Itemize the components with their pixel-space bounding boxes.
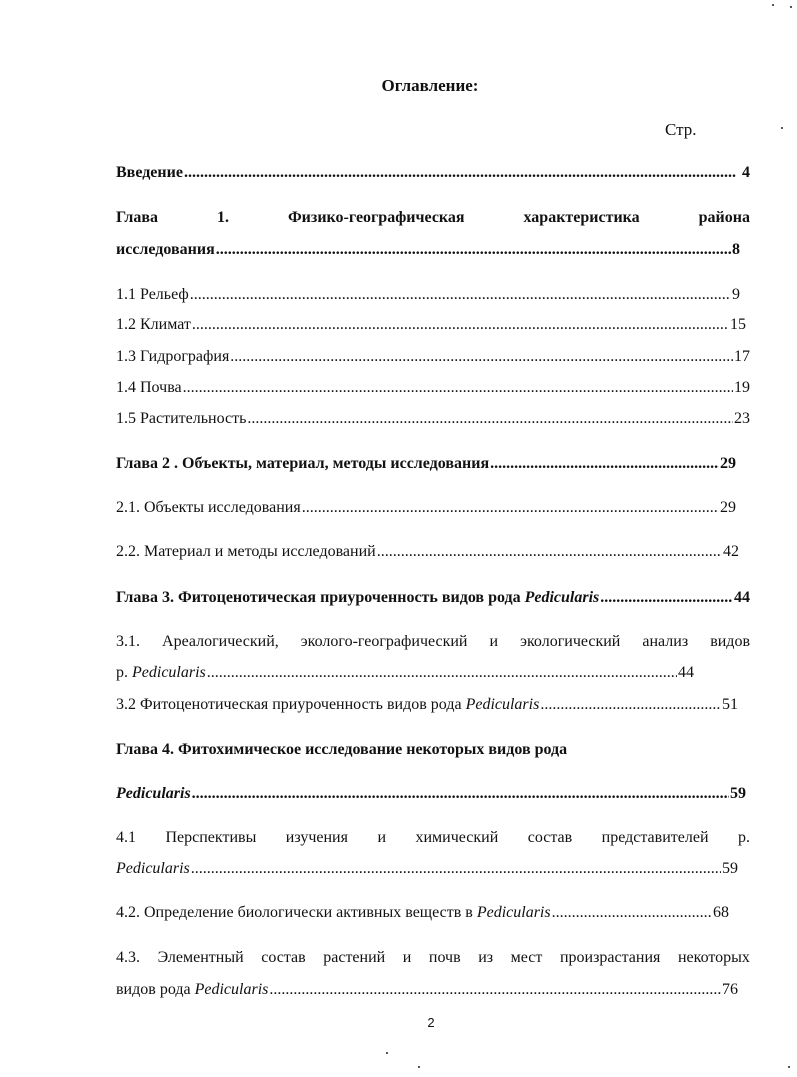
genus-name: Pedicularis: [524, 589, 600, 606]
toc-entry-ch2[interactable]: [116, 454, 736, 474]
toc-label: 2.1. Объекты исследования: [116, 499, 301, 516]
toc-label: 2.2. Материал и методы исследований: [116, 543, 376, 560]
leader-dots: [190, 285, 731, 305]
word: района: [698, 209, 750, 226]
toc-label: Глава 4. Фитохимическое исследование некоторых видов рода: [116, 741, 568, 758]
scan-speck: [781, 127, 783, 129]
toc-entry-ch4-line1[interactable]: [116, 740, 750, 760]
toc-label: видов рода: [116, 981, 191, 998]
toc-entry-ch4-line2[interactable]: [116, 784, 746, 804]
scan-speck: [790, 6, 792, 8]
toc-page: 15: [730, 316, 746, 333]
word: произрастания: [559, 949, 661, 966]
word: почв: [428, 949, 461, 966]
word: некоторых: [677, 949, 750, 966]
toc-entry-1-5[interactable]: [116, 409, 750, 429]
toc-entry-ch1-line2[interactable]: [116, 240, 740, 260]
leader-dots: [552, 903, 712, 923]
leader-dots: [184, 163, 741, 183]
scan-speck: [386, 1052, 388, 1054]
toc-label: Введение: [116, 164, 183, 181]
page-column-label: Стр.: [665, 120, 697, 139]
toc-label: 1.2 Климат: [116, 316, 191, 333]
genus-name: Pedicularis: [194, 981, 269, 998]
word: Глава: [116, 209, 158, 226]
toc-entry-ch3[interactable]: [116, 588, 750, 608]
toc-label: 1.4 Почва: [116, 379, 182, 396]
toc-label: р.: [116, 664, 128, 681]
toc-entry-4-3-line2[interactable]: [116, 980, 738, 1000]
leader-dots: [490, 454, 719, 474]
word: состав: [527, 829, 573, 846]
leader-dots: [230, 347, 733, 367]
word: из: [478, 949, 494, 966]
toc-page: 4: [742, 164, 750, 181]
word: химический: [415, 829, 499, 846]
leader-dots: [302, 498, 719, 518]
word: Элементный: [157, 949, 244, 966]
word: Физико-географическая: [287, 209, 465, 226]
toc-page: 59: [722, 860, 738, 877]
toc-page: 76: [722, 981, 738, 998]
leader-dots: [540, 695, 721, 715]
scan-speck: [788, 1066, 790, 1068]
toc-label: 3.1. Ареалогический, эколого-географический и экологический анализ видов: [116, 633, 750, 650]
toc-label: 1.1 Рельеф: [116, 286, 189, 303]
word: 4.3.: [116, 949, 140, 966]
genus-name: Pedicularis: [465, 696, 540, 713]
word: характеристика: [523, 209, 640, 226]
toc-page: 8: [732, 241, 740, 258]
leader-dots: [192, 784, 729, 804]
word: 1.: [216, 209, 229, 226]
toc-page: 51: [722, 696, 738, 713]
toc-label: 4.2. Определение биологически активных веществ в: [116, 904, 473, 921]
toc-entry-1-1[interactable]: [116, 285, 740, 305]
word: мест: [510, 949, 543, 966]
toc-page: 19: [734, 379, 750, 396]
toc-entry-4-2[interactable]: [116, 903, 729, 923]
toc-page: 44: [734, 589, 750, 606]
toc-page: 17: [734, 348, 750, 365]
toc-page: 29: [720, 455, 736, 472]
toc-entry-3-1-line1[interactable]: [116, 632, 750, 652]
scan-speck: [418, 1066, 420, 1068]
toc-entry-2-2[interactable]: [116, 542, 739, 562]
toc-entry-3-1-line2[interactable]: [116, 663, 694, 683]
toc-label: Глава 3. Фитоценотическая приуроченность видов рода: [116, 589, 521, 606]
leader-dots: [269, 980, 721, 1000]
toc-label: Глава 2 . Объекты, материал, методы исследования: [116, 455, 490, 472]
genus-name: Pedicularis: [132, 664, 206, 681]
toc-page: 9: [732, 286, 740, 303]
leader-dots: [247, 409, 733, 429]
genus-name: Pedicularis: [476, 904, 551, 921]
toc-entry-4-1-line2[interactable]: [116, 859, 738, 879]
toc-entry-4-3-line1[interactable]: [116, 948, 750, 968]
word: и: [402, 949, 412, 966]
scan-speck: [772, 4, 774, 6]
word: изучения: [285, 829, 348, 846]
leader-dots: [183, 378, 733, 398]
toc-entry-3-2[interactable]: [116, 695, 738, 715]
leader-dots: [600, 588, 733, 608]
toc-label: 3.2 Фитоценотическая приуроченность видов рода: [116, 696, 462, 713]
toc-page: 42: [723, 543, 739, 560]
toc-entry-1-3[interactable]: [116, 347, 750, 367]
word: р.: [737, 829, 750, 846]
word: состав: [261, 949, 306, 966]
leader-dots: [207, 663, 677, 683]
word: Перспективы: [165, 829, 257, 846]
toc-entry-2-1[interactable]: [116, 498, 736, 518]
toc-page: 44: [678, 664, 694, 681]
leader-dots: [192, 315, 729, 335]
leader-dots: [216, 240, 731, 260]
leader-dots: [191, 859, 721, 879]
toc-entry-intro[interactable]: [116, 163, 750, 183]
toc-label: 1.3 Гидрография: [116, 348, 230, 365]
genus-name: Pedicularis: [116, 860, 190, 877]
word: представителей: [601, 829, 709, 846]
genus-name: Pedicularis: [116, 785, 191, 802]
toc-label: исследования: [116, 241, 215, 258]
word: и: [377, 829, 386, 846]
page-title: Оглавление:: [381, 76, 479, 95]
toc-page: 68: [713, 904, 729, 921]
toc-entry-1-4[interactable]: [116, 378, 750, 398]
toc-entry-4-1-line1[interactable]: [116, 828, 750, 848]
toc-entry-ch1-line1[interactable]: [116, 208, 750, 228]
leader-dots: [377, 542, 722, 562]
toc-page: 29: [720, 499, 736, 516]
toc-label: 1.5 Растительность: [116, 410, 247, 427]
toc-page: 59: [730, 785, 746, 802]
toc-entry-1-2[interactable]: [116, 315, 746, 335]
word: растений: [323, 949, 386, 966]
word: 4.1: [116, 829, 136, 846]
page-number: 2: [427, 1015, 435, 1030]
toc-page: 23: [734, 410, 750, 427]
